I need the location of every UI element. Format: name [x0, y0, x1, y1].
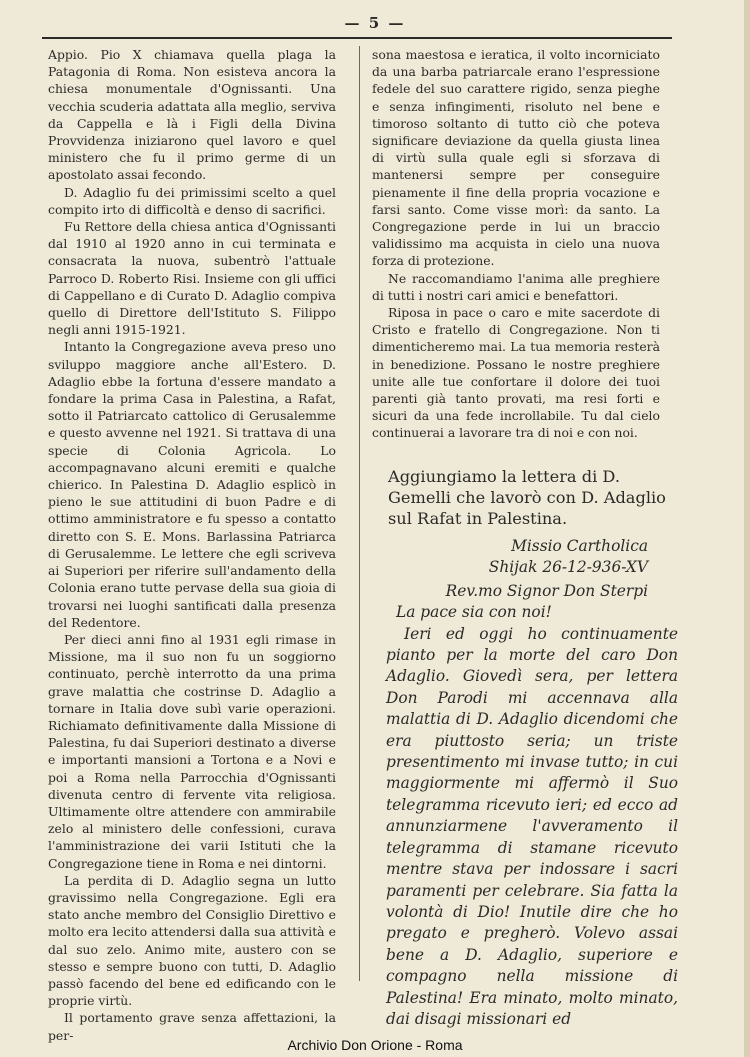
paragraph: Appio. Pio X chiamava quella plaga la Patagonia di Roma. Non esisteva ancora la chiesa monumentale d'Ognissanti. Una vecchia scuderia adattata alla meglio, serviva da Cappella e là i Figli della Divina Provvidenza iniziarono quel lavoro e quel ministero che fu il primo germe di un apostolato assai fecondo. [48, 47, 336, 183]
paragraph: Intanto la Congregazione aveva preso uno sviluppo maggiore anche all'Estero. D. Adaglio ebbe la fortuna d'essere mandato a fondare la prima Casa in Palestina, a Rafat, sotto il Patriarcato cattolico di Gerusalemme e questo avvenne nel 1921. Si trattava di una specie di Colonia Agricola. Lo accompagnavano alcuni eremiti e qualche chierico. In Palestina D. Adaglio esplicò in pieno le sue attitudini di buon Padre e di ottimo amministratore e fu spesso a contatto diretto con S. E. Mons. Barlassina Patriarca di Gerusalemme. Le lettere che egli scriveva ai Superiori per riferire sull'andamento della Colonia erano tutte pervase della sua gioia di trovarsi nei luoghi santificati dalla presenza del Redentore. [48, 339, 336, 630]
letter-intro: Aggiungiamo la lettera di D. Gemelli che lavorò con D. Adaglio sul Rafat in Palestina. [388, 467, 666, 528]
paragraph: Riposa in pace o caro e mite sacerdote di Cristo e fratello di Congregazione. Non ti dimenticheremo mai. La tua memoria resterà in benedizione. Possano le nostre preghiere unite alle tue confortare il dolore dei tuoi parenti già tanto provati, ma resi forti e sicuri da una fede incrollabile. Tu dal cielo continuerai a lavorare tra di noi e con noi. [372, 305, 660, 441]
paragraph: sona maestosa e ieratica, il volto incorniciato da una barba patriarcale erano l'espressione fedele del suo carattere rigido, senza pieghe e senza infingimenti, risoluto nel bene e timoroso soltanto di tutto ciò che poteva significare deviazione da quella giusta linea di virtù sulla quale egli si sforzava di mantenersi sempre per conseguire pienamente il fine della propria vocazione e farsi santo. Come visse morì: da santo. La Congregazione perde in lui un braccio validissimo ma acquista in cielo una nuova forza di protezione. [372, 47, 660, 269]
left-column [48, 46, 336, 1044]
letter-place: Missio Cartholica [511, 537, 648, 555]
archive-footer: Archivio Don Orione - Roma [287, 1037, 463, 1053]
paragraph: La perdita di D. Adaglio segna un lutto gravissimo nella Congregazione. Egli era stato anche membro del Consiglio Direttivo e molto era lecito attendersi dalla sua attività e dal suo zelo. Animo mite, austero con se stesso e sempre buono con tutti, D. Adaglio passò facendo del bene ed edificando con le proprie virtù. [48, 872, 336, 1009]
letter-salutation: Rev.mo Signor Don Sterpi [445, 581, 648, 600]
paragraph: Ne raccomandiamo l'anima alle preghiere di tutti i nostri cari amici e benefattori. [372, 270, 660, 303]
right-column [372, 46, 660, 442]
column-divider [359, 46, 360, 981]
letter [386, 536, 678, 1030]
page-edge [744, 0, 750, 1057]
paragraph: Per dieci anni fino al 1931 egli rimase in Missione, ma il suo non fu un soggiorno continuato, perchè interrotto da una prima grave malattia che costrinse D. Adaglio a tornare in Italia dove subì varie operazioni. Richiamato definitivamente dalla Missione di Palestina, fu dai Superiori destinato a diverse e importanti mansioni a Tortona e a Novi e poi a Roma nella Parrocchia d'Ognissanti divenuta centro di fervente vita religiosa. Ultimamente oltre attendere con ammirabile zelo al ministero delle confessioni, curava l'amministrazione dei varii Istituti che la Congregazione tiene in Roma e nei dintorni. [48, 631, 336, 871]
letter-greeting: La pace sia con noi! [396, 603, 552, 622]
page-number: — 5 — [344, 14, 406, 32]
header-rule [42, 37, 672, 39]
paragraph: D. Adaglio fu dei primissimi scelto a quel compito irto di difficoltà e denso di sacrifici. [48, 184, 336, 217]
paragraph: Il portamento grave senza affettazioni, la per- [48, 1010, 336, 1043]
letter-body: Ieri ed oggi ho continuamente pianto per la morte del caro Don Adaglio. Giovedì sera, per lettera Don Parodi mi accennava alla malattia di D. Adaglio dicendomi che era piuttosto seria; un triste presentimento mi invase tutto; in cui maggiormente mi affermò il Suo telegramma ricevuto ieri; ed ecco ad annunziarmene l'avveramento il telegramma di stamane ricevuto mentre stava per indossare i sacri paramenti per celebrare. Sia fatta la volontà di Dio! Inutile dire che ho pregato e pregherò. Volevo assai bene a D. Adaglio, superiore e compagno nella missione di Palestina! Era minato, molto minato, dai disagi missionari ed [386, 624, 678, 1028]
paragraph: Fu Rettore della chiesa antica d'Ognissanti dal 1910 al 1920 anno in cui terminata e consacrata la nuova, subentrò l'attuale Parroco D. Roberto Risi. Insieme con gli uffici di Cappellano e di Curato D. Adaglio compiva quello di Direttore dell'Istituto S. Filippo negli anni 1915-1921. [48, 219, 336, 338]
letter-date: Shijak 26-12-936-XV [488, 558, 648, 577]
